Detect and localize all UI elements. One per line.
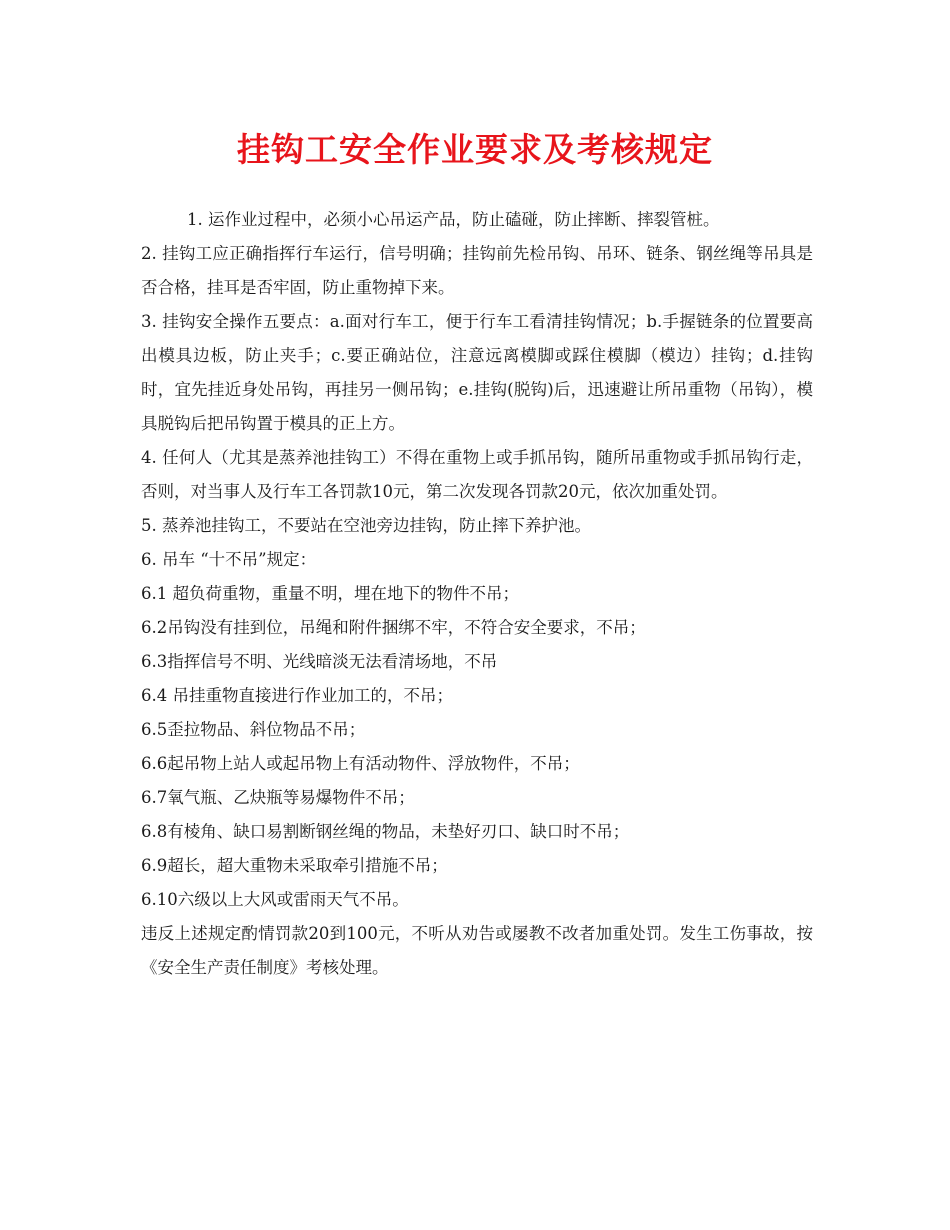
penalty-paragraph: 违反上述规定酌情罚款20到100元，不听从劝告或屡教不改者加重处罚。发生工伤事故，按《安全生产责任制度》考核处理。 bbox=[141, 924, 813, 977]
rule-6-10: 6.10六级以上大风或雷雨天气不吊。 bbox=[141, 890, 409, 909]
rule-6-2: 6.2吊钩没有挂到位，吊绳和附件捆绑不牢，不符合安全要求，不吊； bbox=[141, 618, 646, 637]
rule-6-3: 6.3指挥信号不明、光线暗淡无法看清场地，不吊 bbox=[141, 652, 498, 671]
paragraph-2: 2. 挂钩工应正确指挥行车运行，信号明确；挂钩前先检吊钩、吊环、链条、钢丝绳等吊具是否合格，挂耳是否牢固，防止重物掉下来。 bbox=[141, 244, 813, 297]
rule-6-4: 6.4 吊挂重物直接进行作业加工的，不吊； bbox=[141, 686, 453, 705]
rule-6-6: 6.6起吊物上站人或起吊物上有活动物件、浮放物件，不吊； bbox=[141, 754, 580, 773]
paragraph-4: 4. 任何人（尤其是蒸养池挂钩工）不得在重物上或手抓吊钩，随所吊重物或手抓吊钩行走，否则，对当事人及行车工各罚款10元，第二次发现各罚款20元，依次加重处罚。 bbox=[141, 448, 813, 501]
paragraph-5: 5. 蒸养池挂钩工，不要站在空池旁边挂钩，防止摔下养护池。 bbox=[141, 516, 591, 535]
document-body bbox=[141, 203, 813, 985]
rule-6-8: 6.8有棱角、缺口易割断钢丝绳的物品，未垫好刃口、缺口时不吊； bbox=[141, 822, 630, 841]
paragraph-6: 6. 吊车 “十不吊”规定： bbox=[141, 550, 317, 569]
document-title: 挂钩工安全作业要求及考核规定 bbox=[237, 130, 713, 169]
rule-6-1: 6.1 超负荷重物，重量不明，埋在地下的物件不吊； bbox=[141, 584, 519, 603]
rule-6-9: 6.9超长，超大重物未采取牵引措施不吊； bbox=[141, 856, 448, 875]
paragraph-1: 1. 运作业过程中，必须小心吊运产品，防止磕碰，防止摔断、摔裂管桩。 bbox=[187, 210, 720, 229]
rule-6-7: 6.7氧气瓶、乙炔瓶等易爆物件不吊； bbox=[141, 788, 415, 807]
rule-6-5: 6.5歪拉物品、斜位物品不吊； bbox=[141, 720, 366, 739]
paragraph-3: 3. 挂钩安全操作五要点：a.面对行车工，便于行车工看清挂钩情况；b.手握链条的位置要高出模具边板，防止夹手；c.要正确站位，注意远离模脚或踩住模脚（模边）挂钩；d.挂钩时，宜先挂近身处吊钩，再挂另一侧吊钩；e.挂钩(脱钩)后，迅速避让所吊重物（吊钩），模具脱钩后把吊钩置于模具的正上方。 bbox=[141, 312, 813, 433]
